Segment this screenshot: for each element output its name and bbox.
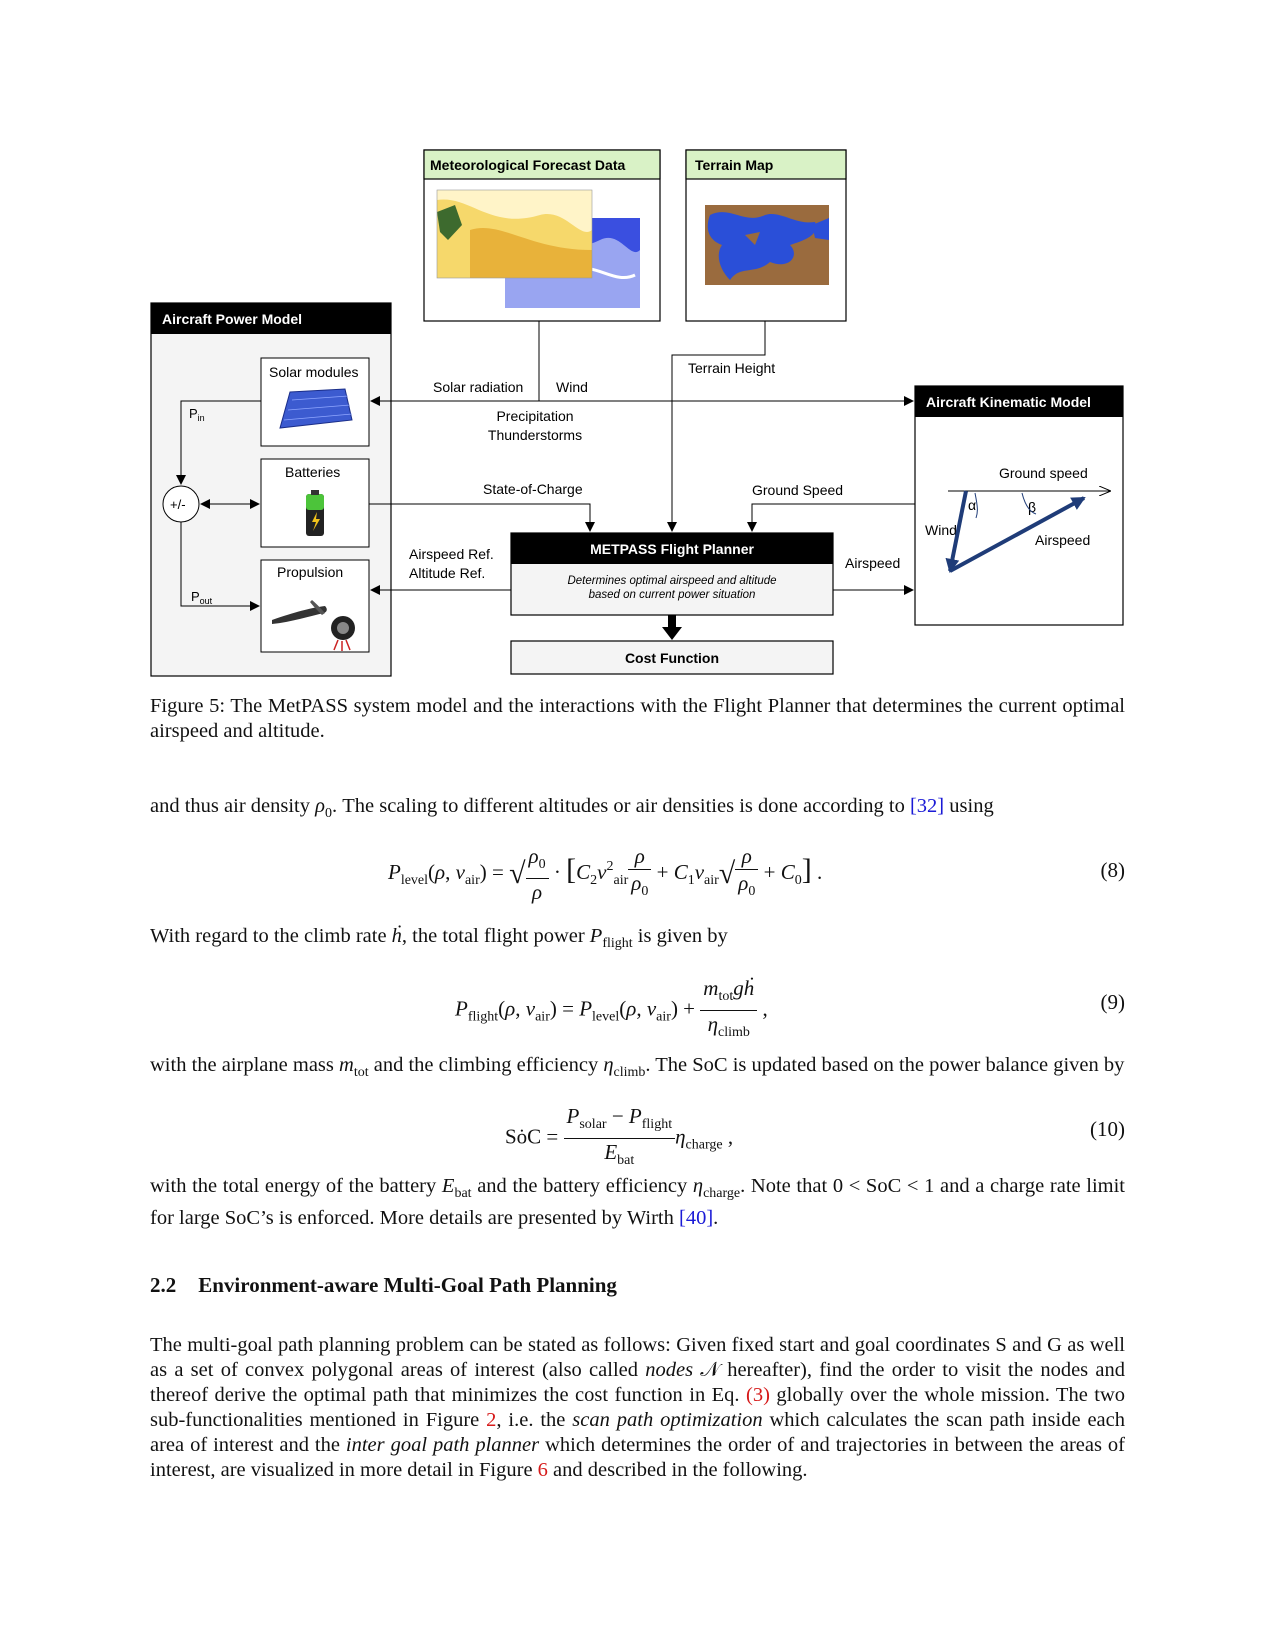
ref-eq-3[interactable]: (3) bbox=[746, 1384, 770, 1406]
pin-label: $P_{in}$ bbox=[189, 406, 205, 423]
airspeed-kin-label: Airspeed bbox=[1035, 532, 1091, 548]
equation-8: $P_{level}(\rho$, $v_{air}$) = √ $\frac{\rho_0}{\rho}$ · [$C_2v^2_{air}$ $\frac{\rho}{\rho_0}$ + $C_1v_{air}√$ $\frac{\rho}{\rho_0}$ + $C_0$] . bbox=[388, 844, 823, 904]
solar-radiation-label: Solar radiation bbox=[433, 379, 524, 395]
pout-label: $P_{out}$ bbox=[191, 589, 213, 606]
solar-modules-label: Solar modules bbox=[269, 364, 359, 380]
power-title: Aircraft Power Model bbox=[162, 311, 303, 327]
beta-label: β bbox=[1028, 499, 1037, 515]
planner-title: METPASS Flight Planner bbox=[590, 541, 754, 557]
section-heading: 2.2 Environment-aware Multi-Goal Path Planning bbox=[150, 1273, 617, 1297]
met-forecast-box bbox=[424, 150, 660, 321]
equation-9-number: (9) bbox=[1100, 990, 1125, 1014]
flight-planner-box bbox=[511, 533, 833, 615]
paragraph-4: with the total energy of the battery $E_{bat}$ and the battery efficiency $\eta_{charge}$. Note that 0 < SoC < 1 and a charge rate limit for large SoC’s is enforced. More details are presented by Wirth [40]. bbox=[150, 1175, 1125, 1229]
kinematic-title: Aircraft Kinematic Model bbox=[926, 394, 1091, 410]
system-diagram bbox=[0, 0, 1275, 680]
paragraph-1: and thus air density $\rho_0$. The scaling to different altitudes or air densities is done according to [32] using bbox=[150, 795, 994, 821]
ref-figure-6[interactable]: 6 bbox=[537, 1459, 548, 1481]
thunderstorms-label: Thunderstorms bbox=[487, 427, 583, 443]
airspeed-ref-label: Airspeed Ref. bbox=[409, 546, 494, 562]
terrain-map-image bbox=[705, 205, 829, 285]
altitude-ref-label: Altitude Ref. bbox=[409, 565, 486, 581]
precipitation-label: Precipitation bbox=[496, 408, 574, 424]
equation-9: $P_{flight}(\rho$, $v_{air}) = P_{level}(\rho$, $v_{air}$) + $\frac{m_{tot}gḣ}{\eta_{climb}}$ , bbox=[455, 976, 768, 1040]
airspeed-label: Airspeed bbox=[845, 555, 901, 571]
aircraft-power-model-box bbox=[151, 303, 391, 676]
ref-figure-2[interactable]: 2 bbox=[486, 1409, 497, 1431]
batteries-label: Batteries bbox=[285, 464, 341, 480]
ref-40[interactable]: [40] bbox=[679, 1207, 714, 1229]
battery-icon bbox=[306, 490, 324, 536]
planner-desc-1: Determines optimal airspeed and altitude bbox=[567, 575, 777, 587]
figure-caption: Figure 5: The MetPASS system model and the interactions with the Flight Planner that determines the current optimal airspeed and altitude. bbox=[150, 695, 1125, 742]
cost-function-box bbox=[511, 641, 833, 674]
figure-5 bbox=[0, 0, 1275, 680]
cost-function-label: Cost Function bbox=[624, 650, 720, 666]
soc-label: State-of-Charge bbox=[483, 481, 583, 497]
equation-10: SȯC = $\frac{P_{solar} - P_{flight}}{E_{bat}}$ $\eta_{charge}$ , bbox=[505, 1104, 734, 1168]
wind-kin-label: Wind bbox=[925, 522, 957, 538]
paragraph-2: With regard to the climb rate ḣ, the total flight power $P_{flight}$ is given by bbox=[150, 925, 728, 951]
met-title: Meteorological Forecast Data bbox=[430, 157, 626, 173]
planner-desc-2: based on current power situation bbox=[588, 589, 756, 601]
paragraph-3: with the airplane mass $m_{tot}$ and the climbing efficiency $\eta_{climb}$. The SoC is updated based on the power balance given by bbox=[150, 1054, 1125, 1080]
wind-label: Wind bbox=[556, 379, 588, 395]
propulsion-label: Propulsion bbox=[277, 564, 344, 580]
equation-8-number: (8) bbox=[1100, 858, 1125, 882]
aircraft-kinematic-model-box bbox=[915, 386, 1123, 625]
ref-32[interactable]: [32] bbox=[909, 795, 945, 817]
plusminus-node: +/- bbox=[170, 497, 186, 512]
equation-10-number: (10) bbox=[1090, 1117, 1125, 1141]
ground-speed-kin-label: Ground speed bbox=[999, 465, 1088, 481]
ground-speed-label: Ground Speed bbox=[752, 482, 844, 498]
terrain-height-label: Terrain Height bbox=[688, 360, 776, 376]
paragraph-5: The multi-goal path planning problem can be stated as follows: Given fixed start and goal coordinates S and G as well as a set of convex polygonal areas of interest (also called nodes 𝒩 hereafter), find the order to visit the nodes and thereof derive the optimal path that minimizes the cost function in Eq. (3) globally over the whole mission. The two sub-functionalities mentioned in Figure 2, i.e. the scan path optimization which calculates the scan path inside each area of interest and the inter goal path planner which determines the order of and trajectories in between the areas of interest, are visualized in more detail in Figure 6 and described in the following. bbox=[150, 1334, 1125, 1481]
alpha-label: α bbox=[968, 497, 977, 513]
terrain-title: Terrain Map bbox=[695, 157, 774, 173]
terrain-map-box bbox=[686, 150, 846, 321]
